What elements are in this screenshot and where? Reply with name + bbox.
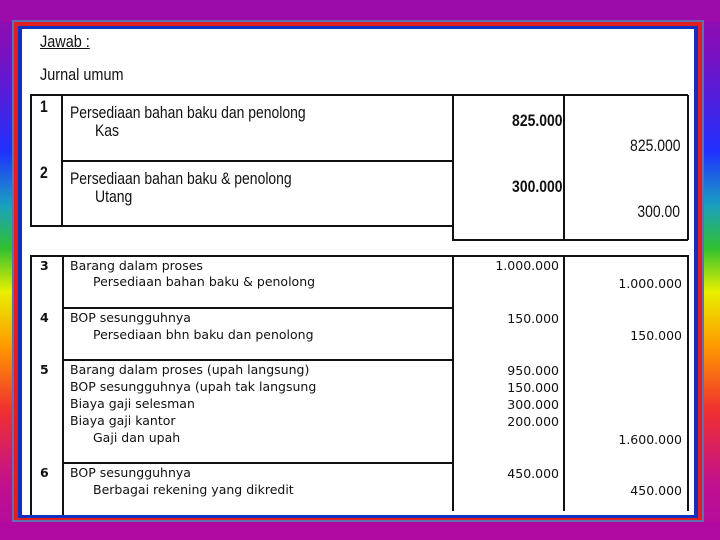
debit-amount: 200.000 (507, 414, 559, 429)
credit-amount: 1.000.000 (618, 276, 682, 291)
debit-amount: 1.000.000 (495, 258, 559, 273)
credit-account: Utang (95, 187, 133, 206)
entry-number: 6 (40, 465, 49, 480)
debit-account: BOP sesungguhnya (upah tak langsung (70, 379, 317, 394)
credit-account: Persediaan bahan baku & penolong (93, 274, 316, 289)
background-top (0, 0, 720, 22)
scanned-document (22, 29, 694, 515)
debit-amount: 950.000 (507, 363, 559, 378)
debit-amount: 150.000 (507, 380, 559, 395)
subheading: Jurnal umum (40, 65, 124, 84)
credit-amount: 150.000 (630, 328, 682, 343)
debit-account: Barang dalam proses (70, 258, 203, 273)
debit-account: Biaya gaji kantor (70, 413, 176, 428)
entry-number: 3 (40, 258, 49, 273)
debit-account: Barang dalam proses (upah langsung) (70, 362, 310, 377)
credit-account: Gaji dan upah (93, 430, 181, 445)
entry-number: 1 (40, 97, 48, 116)
debit-amount: 450.000 (507, 466, 559, 481)
debit-account: BOP sesungguhnya (70, 465, 191, 480)
debit-amount: 300.000 (507, 397, 559, 412)
credit-amount: 825.000 (629, 136, 680, 155)
credit-account: Berbagai rekening yang dikredit (93, 482, 294, 497)
debit-amount: 300.000 (511, 177, 562, 196)
debit-account: Persediaan bahan baku dan penolong (70, 103, 306, 122)
debit-account: Persediaan bahan baku & penolong (70, 169, 292, 188)
debit-amount: 150.000 (507, 311, 559, 326)
credit-amount: 450.000 (630, 483, 682, 498)
entry-number: 4 (40, 310, 49, 325)
background-bottom (0, 522, 720, 540)
debit-account: Biaya gaji selesman (70, 396, 195, 411)
credit-amount: 300.00 (637, 202, 680, 221)
entry-number: 2 (40, 163, 48, 182)
entry-number: 5 (40, 362, 49, 377)
debit-account: BOP sesungguhnya (70, 310, 191, 325)
credit-amount: 1.600.000 (618, 432, 682, 447)
debit-amount: 825.000 (511, 111, 562, 130)
credit-account: Kas (95, 121, 120, 140)
credit-account: Persediaan bhn baku dan penolong (93, 327, 314, 342)
heading: Jawab : (40, 32, 90, 51)
